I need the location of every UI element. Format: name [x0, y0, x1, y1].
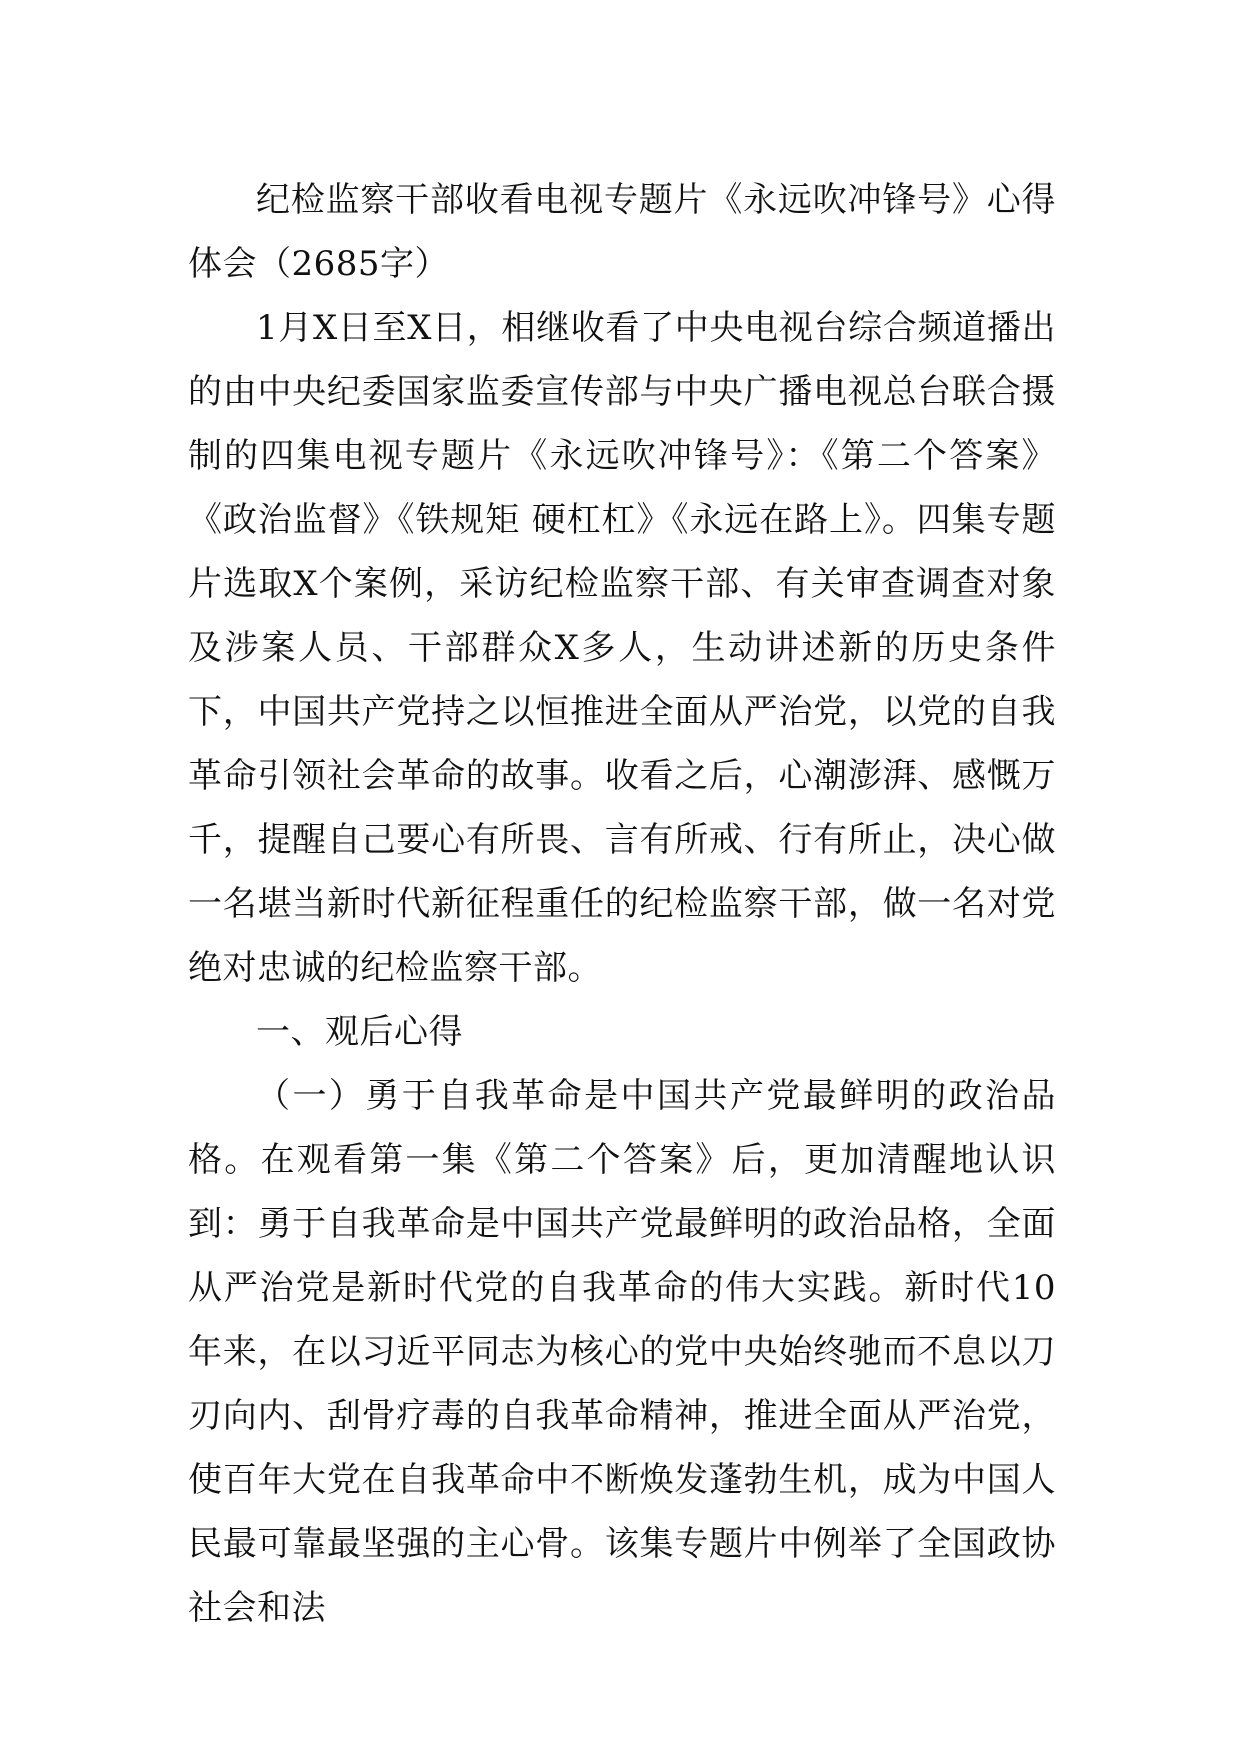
document-title: 纪检监察干部收看电视专题片《永远吹冲锋号》心得体会（2685字） [188, 180, 1056, 284]
intro-paragraph: 1月X日至X日，相继收看了中央电视台综合频道播出的由中央纪委国家监委宣传部与中央广播电视总台联合摄制的四集电视专题片《永远吹冲锋号》：《第二个答案》《政治监督》《铁规矩 硬杠杠》《永远在路上》。四集专题片选取X个案例，采访纪检监察干部、有关审查调查对象及涉案人员、干部群众X多人，生动讲述新的历史条件下，中国共产党持之以恒推进全面从严治党，以党的自我革命引领社会革命的故事。收看之后，心潮澎湃、感慨万千，提醒自己要心有所畏、言有所戒、行有所止，决心做一名堪当新时代新征程重任的纪检监察干部，做一名对党绝对忠诚的纪检监察干部。 [188, 308, 1056, 988]
subsection-paragraph: （一）勇于自我革命是中国共产党最鲜明的政治品格。在观看第一集《第二个答案》后，更加清醒地认识到：勇于自我革命是中国共产党最鲜明的政治品格，全面从严治党是新时代党的自我革命的伟大实践。新时代10年来，在以习近平同志为核心的党中央始终驰而不息以刀刃向内、刮骨疗毒的自我革命精神，推进全面从严治党，使百年大党在自我革命中不断焕发蓬勃生机，成为中国人民最可靠最坚强的主心骨。该集专题片中例举了全国政协社会和法 [188, 1076, 1056, 1628]
document-body [188, 168, 1056, 1640]
section-heading: 一、观后心得 [256, 1012, 463, 1052]
